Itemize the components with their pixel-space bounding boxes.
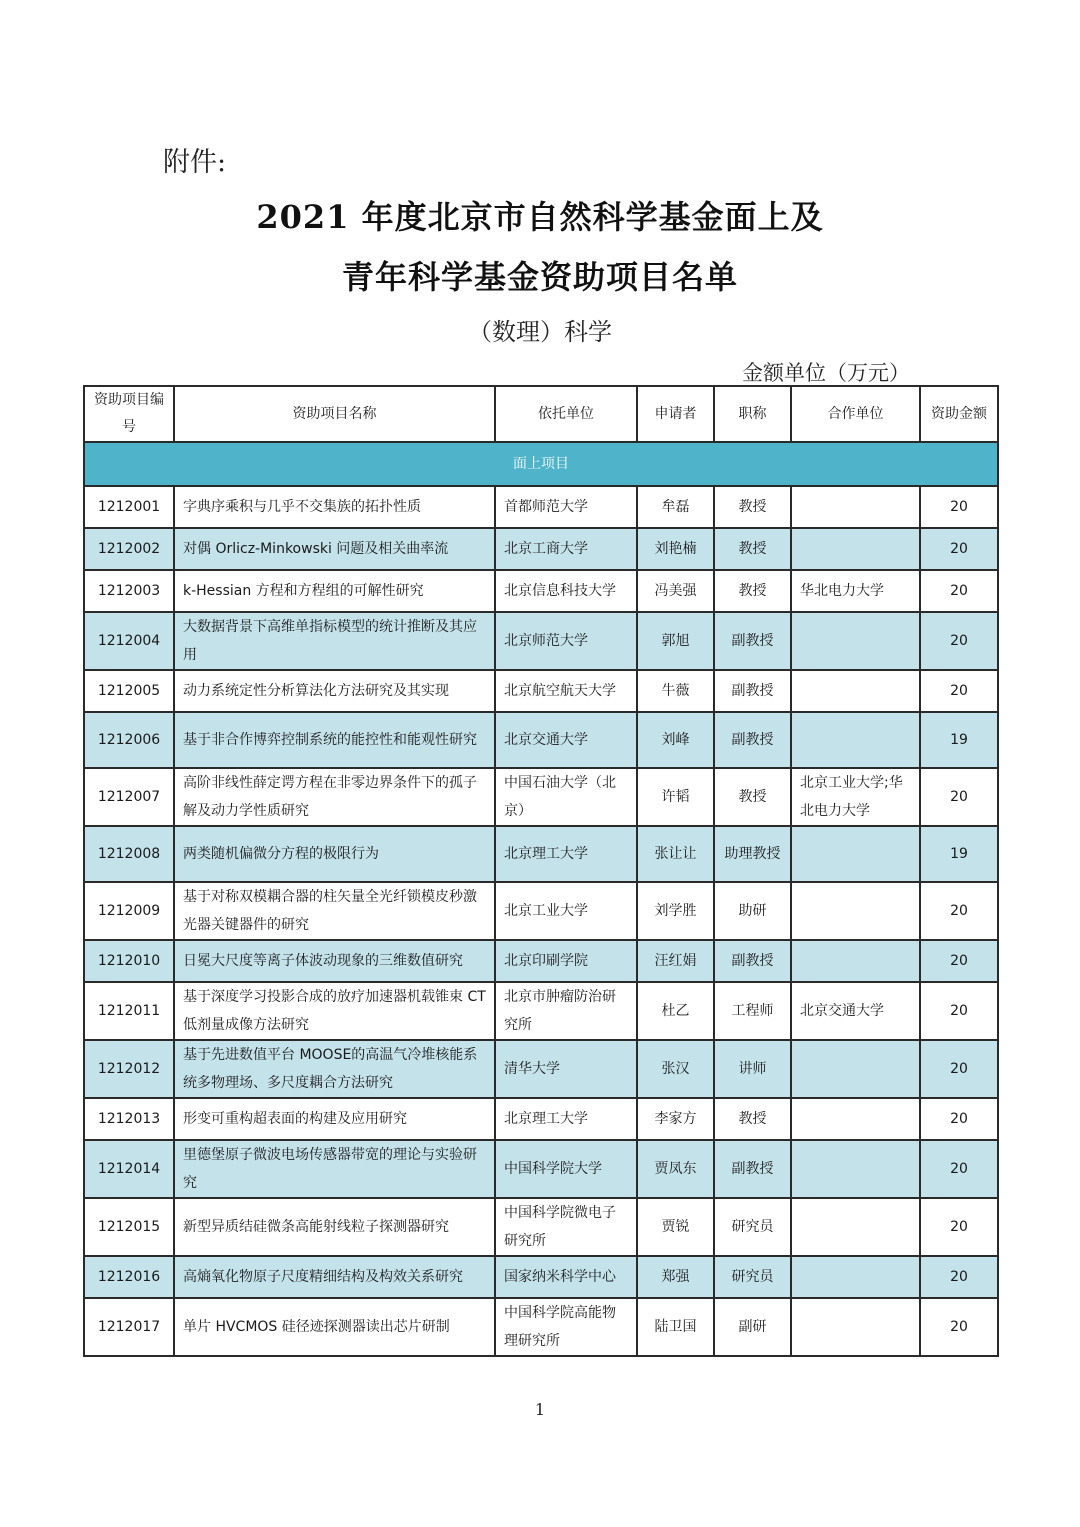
cell-partner-institution bbox=[791, 1198, 920, 1256]
cell-amount: 20 bbox=[920, 1098, 998, 1140]
cell-amount: 20 bbox=[920, 486, 998, 528]
table-row bbox=[84, 1040, 998, 1098]
cell-position-title: 讲师 bbox=[714, 1040, 791, 1098]
cell-project-id: 1212013 bbox=[84, 1098, 174, 1140]
table-row bbox=[84, 612, 998, 670]
table-row bbox=[84, 712, 998, 768]
cell-applicant: 张汉 bbox=[637, 1040, 714, 1098]
cell-position-title: 研究员 bbox=[714, 1198, 791, 1256]
cell-host-institution: 北京理工大学 bbox=[495, 826, 637, 882]
col-header-name: 资助项目名称 bbox=[174, 386, 495, 442]
cell-position-title: 副教授 bbox=[714, 612, 791, 670]
col-header-id: 资助项目编号 bbox=[84, 386, 174, 442]
cell-project-name: 基于对称双模耦合器的柱矢量全光纤锁模皮秒激光器关键器件的研究 bbox=[174, 882, 495, 940]
table-row bbox=[84, 882, 998, 940]
cell-amount: 20 bbox=[920, 570, 998, 612]
cell-host-institution: 北京交通大学 bbox=[495, 712, 637, 768]
cell-applicant: 郭旭 bbox=[637, 612, 714, 670]
cell-applicant: 陆卫国 bbox=[637, 1298, 714, 1356]
cell-partner-institution bbox=[791, 712, 920, 768]
table-row bbox=[84, 826, 998, 882]
cell-partner-institution bbox=[791, 486, 920, 528]
cell-project-name: k-Hessian 方程和方程组的可解性研究 bbox=[174, 570, 495, 612]
table-row bbox=[84, 1298, 998, 1356]
cell-project-name: 基于先进数值平台 MOOSE的高温气冷堆核能系统多物理场、多尺度耦合方法研究 bbox=[174, 1040, 495, 1098]
cell-applicant: 刘峰 bbox=[637, 712, 714, 768]
cell-project-id: 1212011 bbox=[84, 982, 174, 1040]
cell-project-id: 1212016 bbox=[84, 1256, 174, 1298]
cell-project-name: 字典序乘积与几乎不交集族的拓扑性质 bbox=[174, 486, 495, 528]
table-row bbox=[84, 670, 998, 712]
cell-project-id: 1212006 bbox=[84, 712, 174, 768]
col-header-amount: 资助金额 bbox=[920, 386, 998, 442]
cell-applicant: 牛薇 bbox=[637, 670, 714, 712]
cell-position-title: 副研 bbox=[714, 1298, 791, 1356]
cell-position-title: 教授 bbox=[714, 768, 791, 826]
col-header-title: 职称 bbox=[714, 386, 791, 442]
page-number: 1 bbox=[534, 1400, 546, 1419]
cell-partner-institution bbox=[791, 670, 920, 712]
cell-project-name: 两类随机偏微分方程的极限行为 bbox=[174, 826, 495, 882]
cell-project-name: 形变可重构超表面的构建及应用研究 bbox=[174, 1098, 495, 1140]
cell-applicant: 贾锐 bbox=[637, 1198, 714, 1256]
cell-host-institution: 中国科学院高能物理研究所 bbox=[495, 1298, 637, 1356]
cell-project-name: 对偶 Orlicz-Minkowski 问题及相关曲率流 bbox=[174, 528, 495, 570]
table-row bbox=[84, 940, 998, 982]
cell-partner-institution bbox=[791, 882, 920, 940]
cell-project-id: 1212015 bbox=[84, 1198, 174, 1256]
cell-position-title: 研究员 bbox=[714, 1256, 791, 1298]
cell-partner-institution bbox=[791, 528, 920, 570]
col-header-partner: 合作单位 bbox=[791, 386, 920, 442]
cell-amount: 20 bbox=[920, 1298, 998, 1356]
cell-applicant: 李家方 bbox=[637, 1098, 714, 1140]
cell-amount: 20 bbox=[920, 1198, 998, 1256]
cell-project-id: 1212017 bbox=[84, 1298, 174, 1356]
cell-amount: 20 bbox=[920, 882, 998, 940]
table-row bbox=[84, 570, 998, 612]
cell-position-title: 教授 bbox=[714, 486, 791, 528]
cell-host-institution: 国家纳米科学中心 bbox=[495, 1256, 637, 1298]
cell-project-id: 1212002 bbox=[84, 528, 174, 570]
cell-position-title: 工程师 bbox=[714, 982, 791, 1040]
cell-amount: 20 bbox=[920, 940, 998, 982]
cell-project-name: 动力系统定性分析算法化方法研究及其实现 bbox=[174, 670, 495, 712]
cell-partner-institution bbox=[791, 940, 920, 982]
cell-project-name: 日冕大尺度等离子体波动现象的三维数值研究 bbox=[174, 940, 495, 982]
cell-position-title: 副教授 bbox=[714, 712, 791, 768]
cell-partner-institution bbox=[791, 1040, 920, 1098]
cell-partner-institution bbox=[791, 1098, 920, 1140]
cell-partner-institution bbox=[791, 1298, 920, 1356]
cell-host-institution: 北京理工大学 bbox=[495, 1098, 637, 1140]
cell-project-id: 1212001 bbox=[84, 486, 174, 528]
cell-host-institution: 北京信息科技大学 bbox=[495, 570, 637, 612]
cell-amount: 20 bbox=[920, 612, 998, 670]
cell-partner-institution: 北京工业大学;华北电力大学 bbox=[791, 768, 920, 826]
table-row bbox=[84, 528, 998, 570]
cell-project-name: 基于深度学习投影合成的放疗加速器机载锥束 CT 低剂量成像方法研究 bbox=[174, 982, 495, 1040]
cell-partner-institution bbox=[791, 1140, 920, 1198]
cell-project-id: 1212010 bbox=[84, 940, 174, 982]
cell-amount: 19 bbox=[920, 826, 998, 882]
table-row bbox=[84, 982, 998, 1040]
cell-partner-institution bbox=[791, 612, 920, 670]
cell-applicant: 刘学胜 bbox=[637, 882, 714, 940]
cell-host-institution: 中国科学院大学 bbox=[495, 1140, 637, 1198]
table-row bbox=[84, 1256, 998, 1298]
cell-amount: 20 bbox=[920, 768, 998, 826]
table-header-row bbox=[84, 386, 998, 442]
cell-host-institution: 北京师范大学 bbox=[495, 612, 637, 670]
cell-project-name: 单片 HVCMOS 硅径迹探测器读出芯片研制 bbox=[174, 1298, 495, 1356]
cell-project-id: 1212008 bbox=[84, 826, 174, 882]
cell-applicant: 刘艳楠 bbox=[637, 528, 714, 570]
document-title-line2: 青年科学基金资助项目名单 bbox=[341, 258, 738, 296]
cell-project-name: 基于非合作博弈控制系统的能控性和能观性研究 bbox=[174, 712, 495, 768]
cell-host-institution: 首都师范大学 bbox=[495, 486, 637, 528]
subject-subtitle: （数理）科学 bbox=[468, 318, 612, 346]
cell-position-title: 副教授 bbox=[714, 1140, 791, 1198]
section-row bbox=[84, 442, 998, 486]
cell-applicant: 汪红娟 bbox=[637, 940, 714, 982]
cell-applicant: 杜乙 bbox=[637, 982, 714, 1040]
cell-project-id: 1212003 bbox=[84, 570, 174, 612]
cell-project-id: 1212007 bbox=[84, 768, 174, 826]
cell-host-institution: 北京市肿瘤防治研究所 bbox=[495, 982, 637, 1040]
cell-position-title: 助研 bbox=[714, 882, 791, 940]
cell-host-institution: 北京印刷学院 bbox=[495, 940, 637, 982]
cell-project-id: 1212009 bbox=[84, 882, 174, 940]
cell-host-institution: 北京工商大学 bbox=[495, 528, 637, 570]
cell-partner-institution bbox=[791, 1256, 920, 1298]
cell-project-name: 里德堡原子微波电场传感器带宽的理论与实验研究 bbox=[174, 1140, 495, 1198]
cell-applicant: 许韬 bbox=[637, 768, 714, 826]
attachment-label: 附件: bbox=[163, 147, 227, 178]
cell-project-name: 高熵氧化物原子尺度精细结构及构效关系研究 bbox=[174, 1256, 495, 1298]
cell-position-title: 助理教授 bbox=[714, 826, 791, 882]
table-row bbox=[84, 1098, 998, 1140]
cell-project-id: 1212014 bbox=[84, 1140, 174, 1198]
cell-amount: 20 bbox=[920, 528, 998, 570]
cell-project-name: 新型异质结硅微条高能射线粒子探测器研究 bbox=[174, 1198, 495, 1256]
cell-partner-institution: 华北电力大学 bbox=[791, 570, 920, 612]
cell-project-name: 大数据背景下高维单指标模型的统计推断及其应用 bbox=[174, 612, 495, 670]
cell-project-id: 1212004 bbox=[84, 612, 174, 670]
cell-host-institution: 北京工业大学 bbox=[495, 882, 637, 940]
cell-amount: 19 bbox=[920, 712, 998, 768]
cell-host-institution: 清华大学 bbox=[495, 1040, 637, 1098]
document-title-line1: 2021 年度北京市自然科学基金面上及 bbox=[256, 198, 824, 236]
cell-applicant: 张让让 bbox=[637, 826, 714, 882]
funding-table bbox=[83, 385, 999, 1357]
table-row bbox=[84, 768, 998, 826]
cell-amount: 20 bbox=[920, 670, 998, 712]
cell-amount: 20 bbox=[920, 1256, 998, 1298]
cell-project-name: 高阶非线性薛定谔方程在非零边界条件下的孤子解及动力学性质研究 bbox=[174, 768, 495, 826]
col-header-org: 依托单位 bbox=[495, 386, 637, 442]
table-row bbox=[84, 1140, 998, 1198]
cell-project-id: 1212005 bbox=[84, 670, 174, 712]
cell-amount: 20 bbox=[920, 1040, 998, 1098]
cell-applicant: 牟磊 bbox=[637, 486, 714, 528]
cell-position-title: 副教授 bbox=[714, 670, 791, 712]
amount-unit-note: 金额单位（万元） bbox=[742, 361, 910, 385]
table-row bbox=[84, 1198, 998, 1256]
cell-partner-institution bbox=[791, 826, 920, 882]
cell-amount: 20 bbox=[920, 982, 998, 1040]
section-label: 面上项目 bbox=[84, 442, 998, 486]
cell-applicant: 贾凤东 bbox=[637, 1140, 714, 1198]
cell-amount: 20 bbox=[920, 1140, 998, 1198]
cell-host-institution: 中国石油大学（北京） bbox=[495, 768, 637, 826]
cell-applicant: 郑强 bbox=[637, 1256, 714, 1298]
cell-project-id: 1212012 bbox=[84, 1040, 174, 1098]
col-header-applicant: 申请者 bbox=[637, 386, 714, 442]
cell-position-title: 教授 bbox=[714, 1098, 791, 1140]
cell-position-title: 教授 bbox=[714, 528, 791, 570]
table-row bbox=[84, 486, 998, 528]
cell-applicant: 冯美强 bbox=[637, 570, 714, 612]
cell-partner-institution: 北京交通大学 bbox=[791, 982, 920, 1040]
cell-host-institution: 中国科学院微电子研究所 bbox=[495, 1198, 637, 1256]
cell-position-title: 副教授 bbox=[714, 940, 791, 982]
cell-position-title: 教授 bbox=[714, 570, 791, 612]
cell-host-institution: 北京航空航天大学 bbox=[495, 670, 637, 712]
